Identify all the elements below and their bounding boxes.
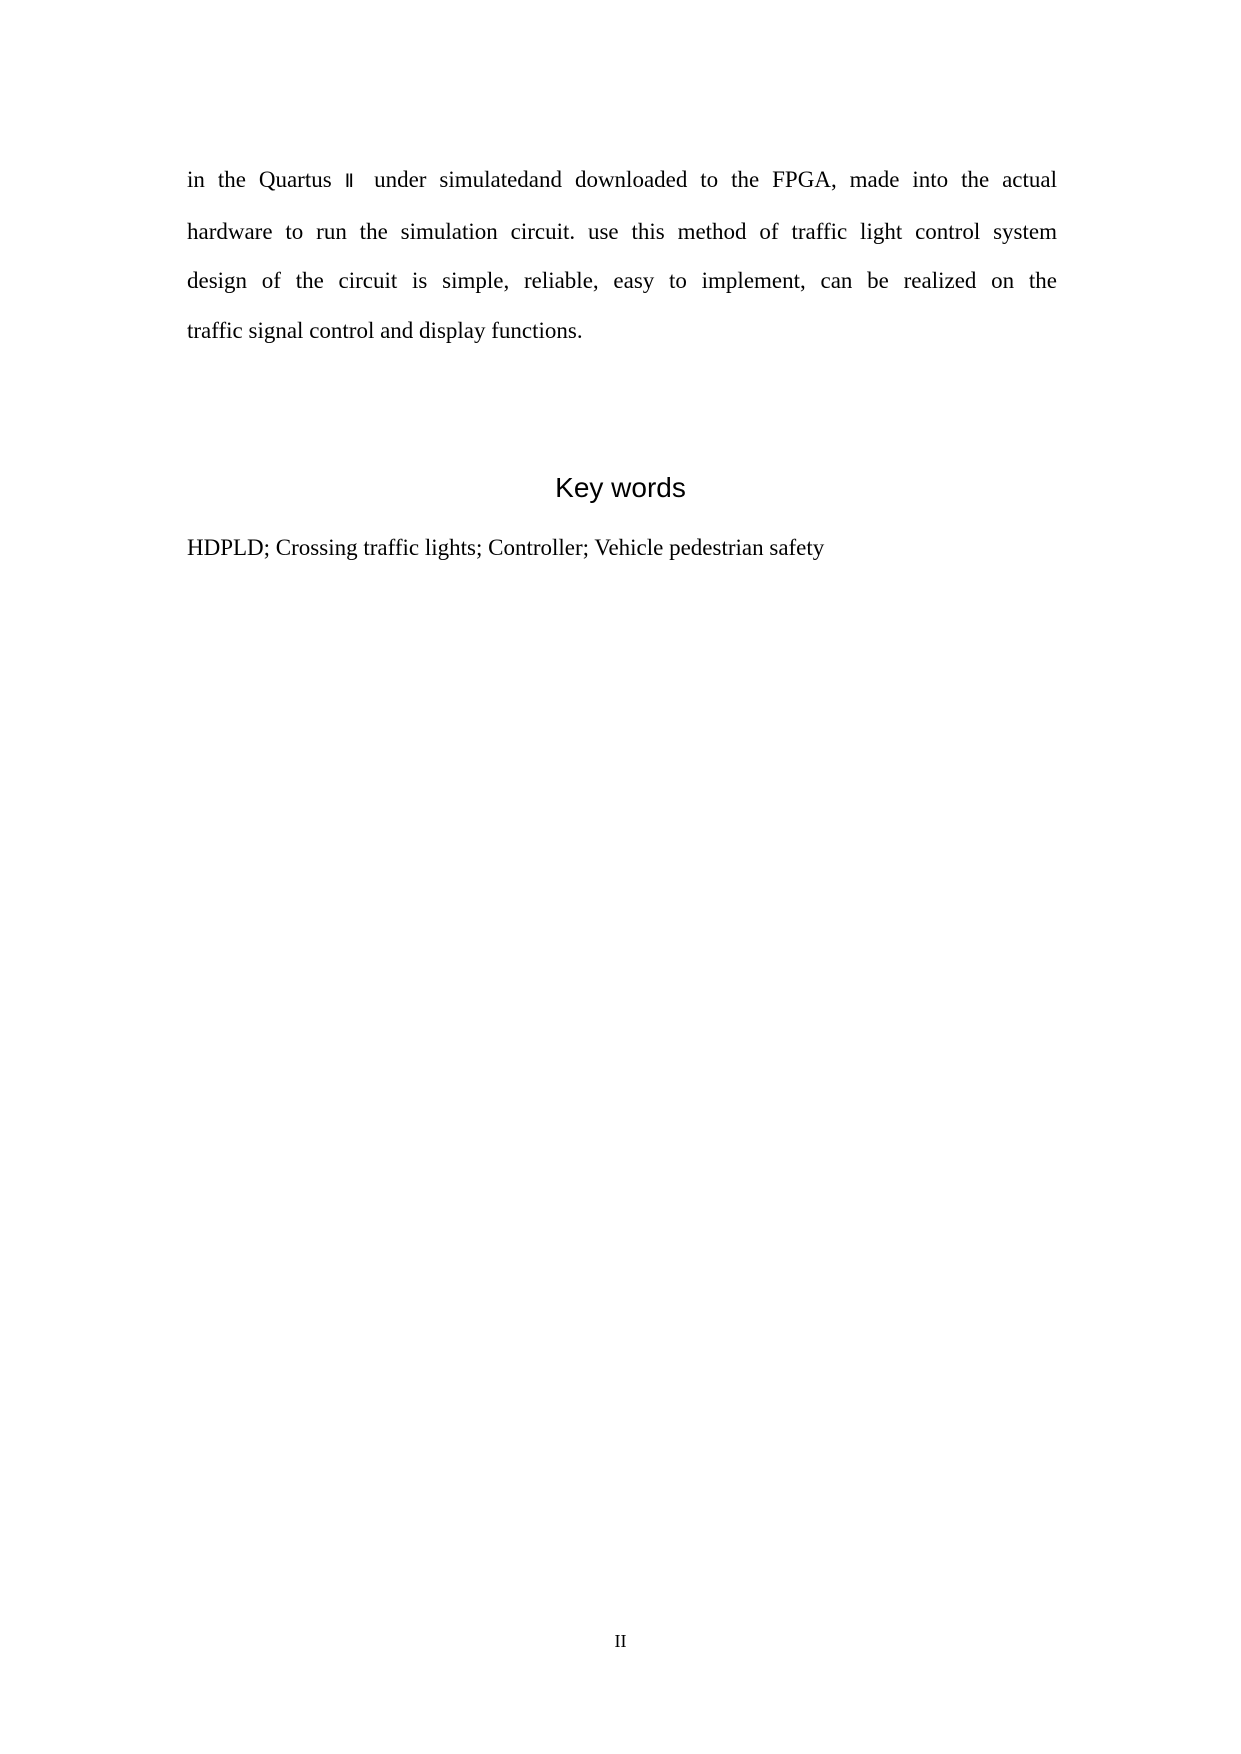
keywords-heading: Key words <box>555 472 686 503</box>
abstract-line-1 <box>187 155 1057 207</box>
abstract-paragraph <box>187 155 1057 355</box>
page-number: II <box>614 1631 627 1651</box>
abstract-line-1-end: under simulatedand downloaded to the FPGA, made into the actual <box>374 167 1057 192</box>
abstract-line-4: traffic signal control and display functions. <box>187 317 583 343</box>
roman-numeral-two: Ⅱ <box>344 170 362 192</box>
keywords-list: HDPLD; Crossing traffic lights; Controller; Vehicle pedestrian safety <box>187 535 825 560</box>
abstract-line-3: design of the circuit is simple, reliable, easy to implement, can be realized on the <box>187 268 1057 293</box>
abstract-line-1-start: in the Quartus <box>187 167 332 192</box>
abstract-line-2: hardware to run the simulation circuit. use this method of traffic light control system <box>187 218 1057 244</box>
